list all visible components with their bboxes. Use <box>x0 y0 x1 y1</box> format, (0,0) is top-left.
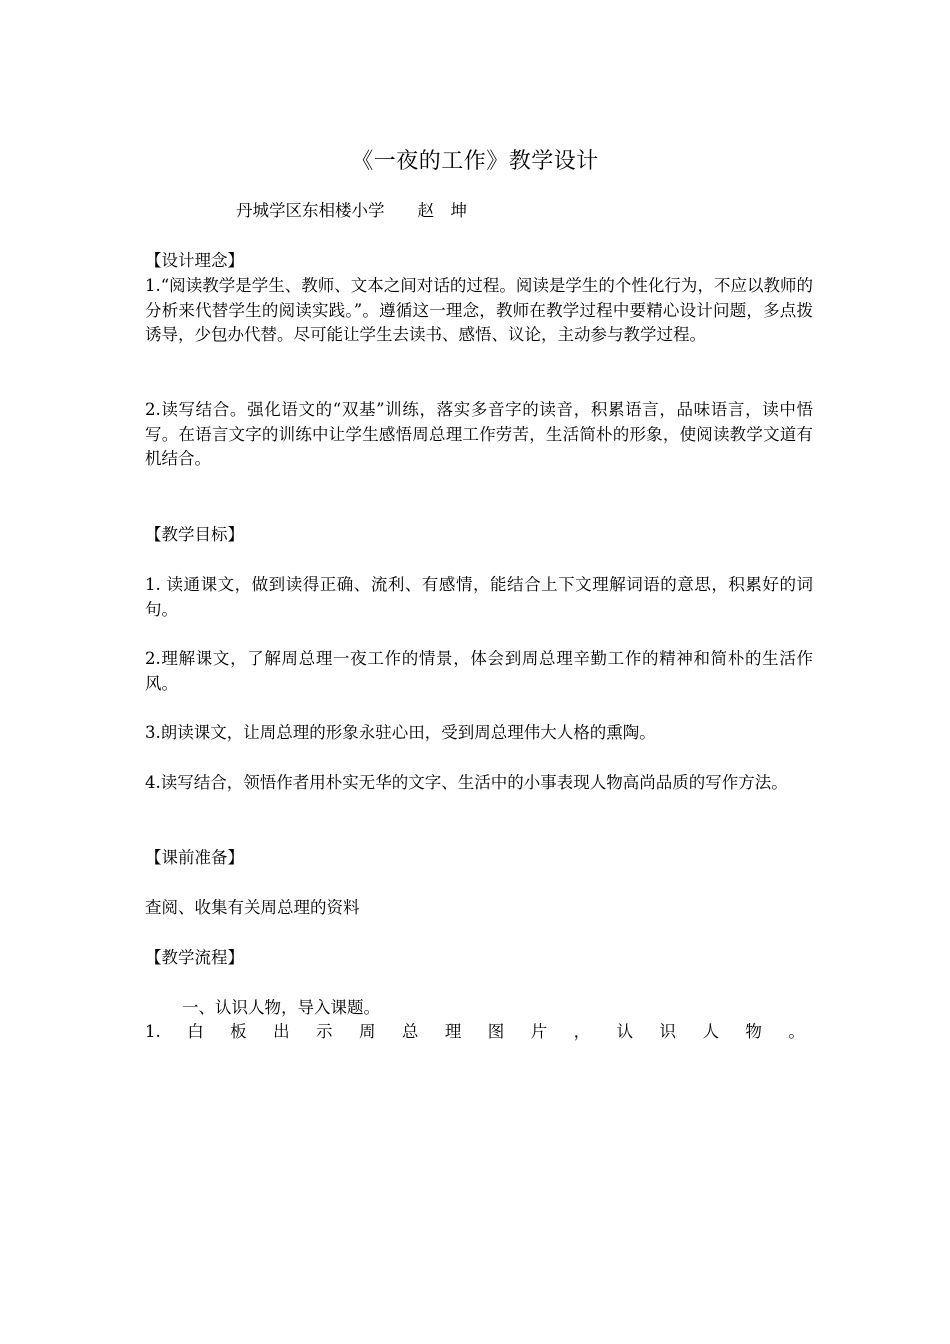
flow-item-1-char: ， <box>573 1022 591 1041</box>
concept-paragraph-1: 1.“阅读教学是学生、教师、文本之间对话的过程。阅读是学生的个性化行为，不应以教师的分析来代替学生的阅读实践。”。遵循这一理念，教师在教学过程中要精心设计问题，多点拨诱导，少包办代替。尽可能让学生去读书、感悟、议论，主动参与教学过程。 <box>145 276 813 344</box>
flow-item-1-char: 出 <box>273 1022 290 1041</box>
section-heading-concept: 【设计理念】 <box>145 251 244 270</box>
section-heading-prep: 【课前准备】 <box>145 848 244 867</box>
flow-item-1-char: 认 <box>616 1022 634 1041</box>
section-heading-goals: 【教学目标】 <box>145 525 244 544</box>
goal-item-2: 2.理解课文，了解周总理一夜工作的情景，体会到周总理辛勤工作的精神和简朴的生活作风。 <box>145 649 813 693</box>
document-title: 《一夜的工作》教学设计 <box>351 149 599 174</box>
goal-item-4: 4.读写结合，领悟作者用朴实无华的文字、生活中的小事表现人物高尚品质的写作方法。 <box>145 773 788 792</box>
flow-item-1-char: 。 <box>788 1022 805 1041</box>
goal-item-3: 3.朗读课文，让周总理的形象永驻心田，受到周总理伟大人格的熏陶。 <box>145 723 656 742</box>
concept-paragraph-2: 2.读写结合。强化语文的“双基”训练，落实多音字的读音，积累语言，品味语言，读中悟写。在语言文字的训练中让学生感悟周总理工作劳苦，生活简朴的形象，使阅读教学文道有机结合。 <box>145 400 813 468</box>
author-line: 丹城学区东相楼小学 赵 坤 <box>236 201 467 220</box>
flow-item-1 <box>145 1020 805 1044</box>
flow-step-1: 一、认识人物，导入课题。 <box>182 998 380 1017</box>
flow-item-1-char: 白 <box>187 1022 204 1041</box>
flow-item-1-char: 理 <box>444 1022 462 1041</box>
flow-item-1-char: 图 <box>487 1022 505 1041</box>
flow-item-1-char: 板 <box>230 1022 247 1041</box>
flow-item-1-char: 物 <box>745 1022 762 1041</box>
goal-item-1: 1. 读通课文，做到读得正确、流利、有感情，能结合上下文理解词语的意思，积累好的词句。 <box>145 575 813 619</box>
prep-text: 查阅、收集有关周总理的资料 <box>145 898 360 917</box>
flow-item-1-char: 周 <box>358 1022 376 1041</box>
flow-item-1-char: 识 <box>659 1022 676 1041</box>
section-heading-flow: 【教学流程】 <box>145 948 244 967</box>
flow-item-1-char: 总 <box>401 1022 419 1041</box>
flow-item-1-char: 示 <box>316 1022 333 1041</box>
flow-item-1-char: 人 <box>702 1022 719 1041</box>
flow-item-1-char: 1. <box>145 1022 161 1041</box>
flow-item-1-char: 片 <box>530 1022 548 1041</box>
